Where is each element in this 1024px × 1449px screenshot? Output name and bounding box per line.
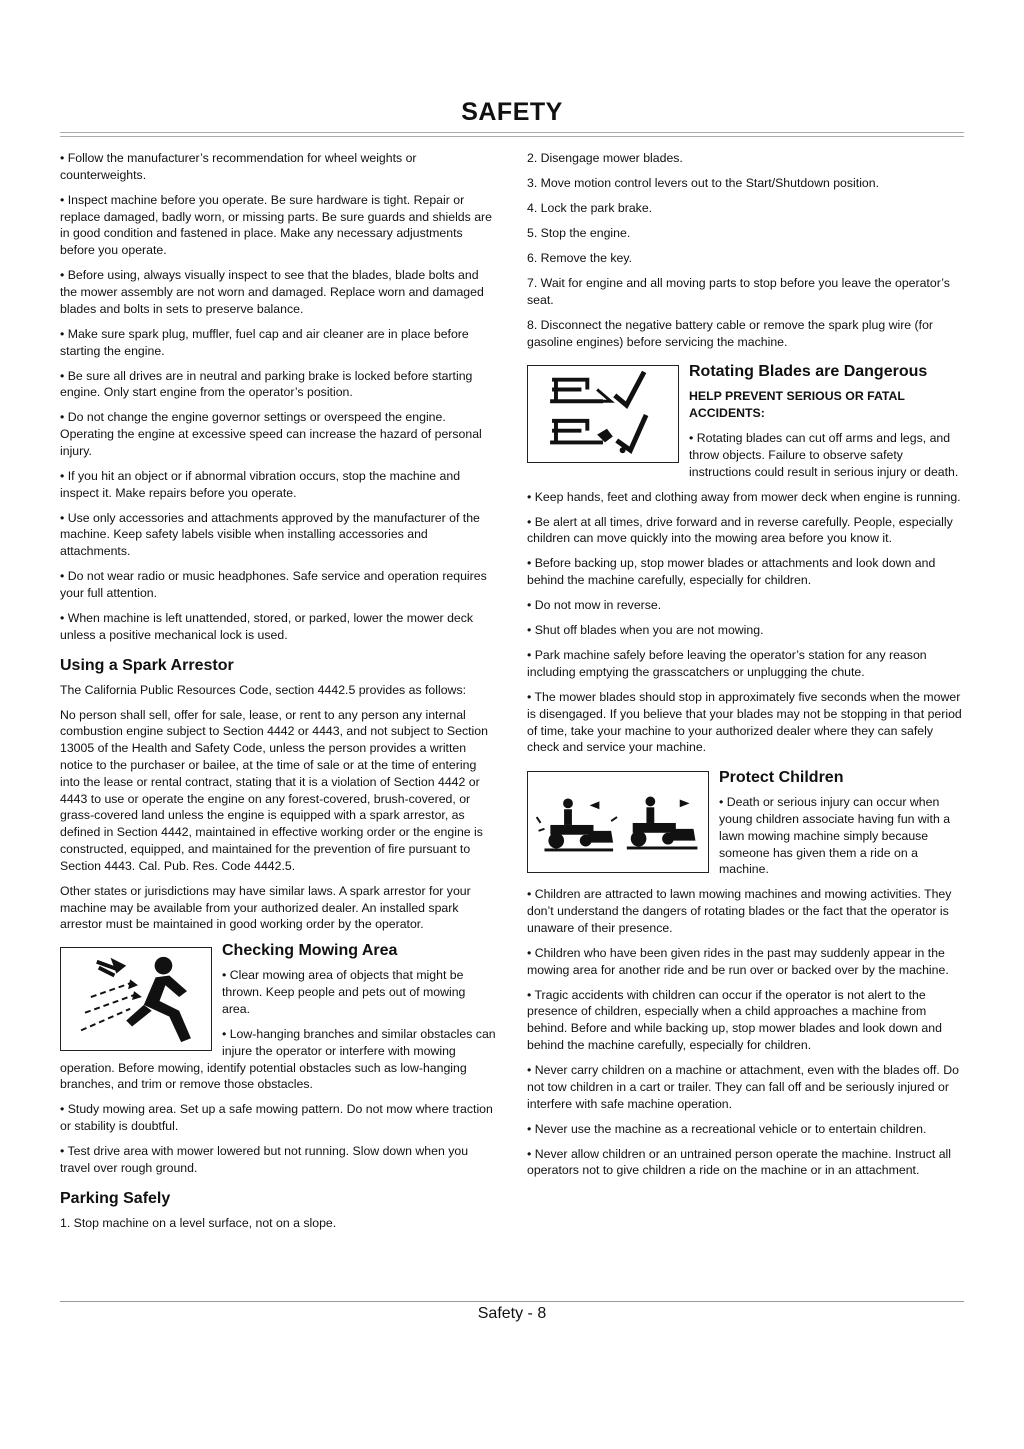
- blades-bullet-backing-up: • Before backing up, stop mower blades or attachments and look down and behind the machine carefully, especially for children.: [527, 556, 936, 588]
- header-rule: [60, 132, 964, 137]
- heading-rotating-blades: Rotating Blades are Dangerous: [689, 363, 928, 381]
- heading-parking-safely: Parking Safely: [60, 1189, 171, 1207]
- bullet-inspect-machine: • Inspect machine before you operate. Be sure hardware is tight. Repair or replace damaged, badly worn, or missing parts. Be sure guards and shields are in good condition and fastened in place. Make any necessary adjustments before you operate.: [60, 192, 492, 258]
- parking-step-1: 1. Stop machine on a level surface, not on a slope.: [60, 1215, 337, 1230]
- blades-section: [527, 362, 964, 480]
- children-bullet-past-rides: • Children who have been given rides in the past may suddenly appear in the mowing area for another ride and be run over or backed over by the machine.: [527, 945, 949, 977]
- blades-bullet-no-reverse: • Do not mow in reverse.: [527, 598, 662, 613]
- bullet-inspect-blades: • Before using, always visually inspect to see that the blades, blade bolts and the mower assembly are not worn and damaged. Replace worn and damaged blades and bolts in sets to preserve balance.: [60, 268, 484, 316]
- parking-step-2: 2. Disengage mower blades.: [527, 151, 683, 165]
- bullet-hit-object: • If you hit an object or if abnormal vibration occurs, stop the machine and inspect it. Make repairs before you operate.: [60, 468, 461, 500]
- children-mower-hazard-icon: [527, 771, 709, 873]
- left-column: [60, 150, 496, 1240]
- mowing-section: [60, 941, 496, 1093]
- page-number: Safety - 8: [477, 1305, 547, 1322]
- parking-step-8: 8. Disconnect the negative battery cable or remove the spark plug wire (for gasoline engines) before servicing the machine.: [527, 317, 934, 349]
- footer-rule: [60, 1301, 964, 1302]
- bullet-accessories: • Use only accessories and attachments approved by the manufacturer of the machine. Keep safety labels visible when installing accessories and attachments.: [60, 510, 480, 559]
- parking-step-5: 5. Stop the engine.: [527, 225, 631, 240]
- blades-bullet-cut-off: • Rotating blades can cut off arms and legs, and throw objects. Failure to observe safety instructions could result in serious injury or death.: [689, 431, 959, 479]
- right-column: [527, 150, 964, 1187]
- blades-bullet-park-safely: • Park machine safely before leaving the operator’s station for any reason including emptying the grasscatchers or unplugging the chute.: [527, 648, 927, 679]
- rotating-blades-hazard-icon: [527, 365, 679, 463]
- mowing-bullet-clear: • Clear mowing area of objects that might be thrown. Keep people and pets out of mowing area.: [222, 968, 466, 1016]
- heading-protect-children: Protect Children: [719, 769, 844, 787]
- children-bullet-untrained: • Never allow children or an untrained person operate the machine. Instruct all operators not to give children a ride on the machine or in an attachment.: [527, 1146, 951, 1178]
- blades-bullet-stop-time: • The mower blades should stop in approximately five seconds when the mower is disengaged. If you believe that your blades may not be stopping in that period of time, take your machine to your authorized dealer where they can safely check and service your machine.: [527, 689, 962, 755]
- children-bullet-never-carry: • Never carry children on a machine or attachment, even with the blades off. Do not tow children in a cart or trailer. They can fall off and be seriously injured or interfere with safe machine operation.: [527, 1063, 959, 1111]
- spark-other-states: Other states or jurisdictions may have similar laws. A spark arrestor for your machine may be available from your authorized dealer. An installed spark arrestor must be maintained in good working order by the operator.: [60, 883, 471, 932]
- mowing-bullet-branches: • Low-hanging branches and similar obstacles can injure the operator or interfere with mowing operation. Before mowing, identify potential obstacles such as low-hanging branches, and trim or remove those obstacles.: [60, 1026, 496, 1092]
- thrown-object-hazard-icon: [60, 947, 212, 1051]
- parking-step-3: 3. Move motion control levers out to the Start/Shutdown position.: [527, 175, 880, 190]
- children-bullet-attracted: • Children are attracted to lawn mowing machines and mowing activities. They don’t understand the dangers of rotating blades or the fact that the operator is unaware of their presence.: [527, 887, 952, 935]
- bullet-unattended: • When machine is left unattended, stored, or parked, lower the mower deck unless a positive mechanical lock is used.: [60, 611, 474, 642]
- children-section: [527, 768, 964, 878]
- page-title: SAFETY: [461, 98, 563, 126]
- mowing-bullet-test-drive: • Test drive area with mower lowered but not running. Slow down when you travel over rough ground.: [60, 1144, 469, 1175]
- mowing-bullet-study: • Study mowing area. Set up a safe mowing pattern. Do not mow where traction or stability is doubtful.: [60, 1102, 493, 1134]
- bullet-headphones: • Do not wear radio or music headphones. Safe service and operation requires your full attention.: [60, 569, 487, 601]
- heading-spark-arrestor: Using a Spark Arrestor: [60, 656, 234, 674]
- parking-step-7: 7. Wait for engine and all moving parts to stop before you leave the operator’s seat.: [527, 275, 950, 307]
- heading-checking-mowing-area: Checking Mowing Area: [222, 942, 398, 960]
- spark-intro: The California Public Resources Code, section 4442.5 provides as follows:: [60, 682, 467, 697]
- blades-bullet-shut-off: • Shut off blades when you are not mowing.: [527, 623, 764, 638]
- children-bullet-tragic: • Tragic accidents with children can occur if the operator is not alert to the presence of children, especially when a child approaches a machine from behind. Before and while backing up, stop mower blades and look down and behind the machine carefully, especially for children.: [527, 987, 942, 1053]
- children-bullet-recreational: • Never use the machine as a recreational vehicle or to entertain children.: [527, 1121, 927, 1136]
- parking-step-6: 6. Remove the key.: [527, 250, 633, 265]
- bullet-spark-plug: • Make sure spark plug, muffler, fuel cap and air cleaner are in place before starting the engine.: [60, 326, 469, 358]
- parking-step-4: 4. Lock the park brake.: [527, 200, 653, 215]
- children-bullet-death: • Death or serious injury can occur when young children associate having fun with a lawn mowing machine simply because someone has given them a ride on a machine.: [719, 795, 951, 877]
- bullet-drives-neutral: • Be sure all drives are in neutral and parking brake is locked before starting engine. Only start engine from the operator’s position.: [60, 368, 473, 400]
- spark-code-text: No person shall sell, offer for sale, lease, or rent to any person any internal combustion engine subject to Section 4442 or 4443, and not subject to Section 13005 of the Health and Safety Code, unless the person provides a written notice to the purchaser or bailee, at the time of sale or at the time of entering into the lease or rental contract, stating that it is a violation of Section 4442 or 4443 to use or operate the engine on any forest-covered, brush-covered, or grass-covered land unless the engine is equipped with a spark arrestor, as defined in Section 4442, maintained in effective working order or the engine is constructed, equipped, and maintained for the prevention of fire pursuant to Section 4443. Cal. Pub. Res. Code 4442.5.: [60, 707, 488, 873]
- blades-bullet-be-alert: • Be alert at all times, drive forward and in reverse carefully. People, especially children can move quickly into the mowing area before you know it.: [527, 514, 953, 546]
- bullet-governor: • Do not change the engine governor settings or overspeed the engine. Operating the engine at excessive speed can increase the hazard of personal injury.: [60, 410, 482, 458]
- blades-bullet-keep-hands: • Keep hands, feet and clothing away from mower deck when engine is running.: [527, 489, 961, 504]
- bullet-wheel-weights: • Follow the manufacturer’s recommendation for wheel weights or counterweights.: [60, 151, 417, 182]
- blades-subheading: HELP PREVENT SERIOUS OR FATAL ACCIDENTS:: [689, 389, 905, 421]
